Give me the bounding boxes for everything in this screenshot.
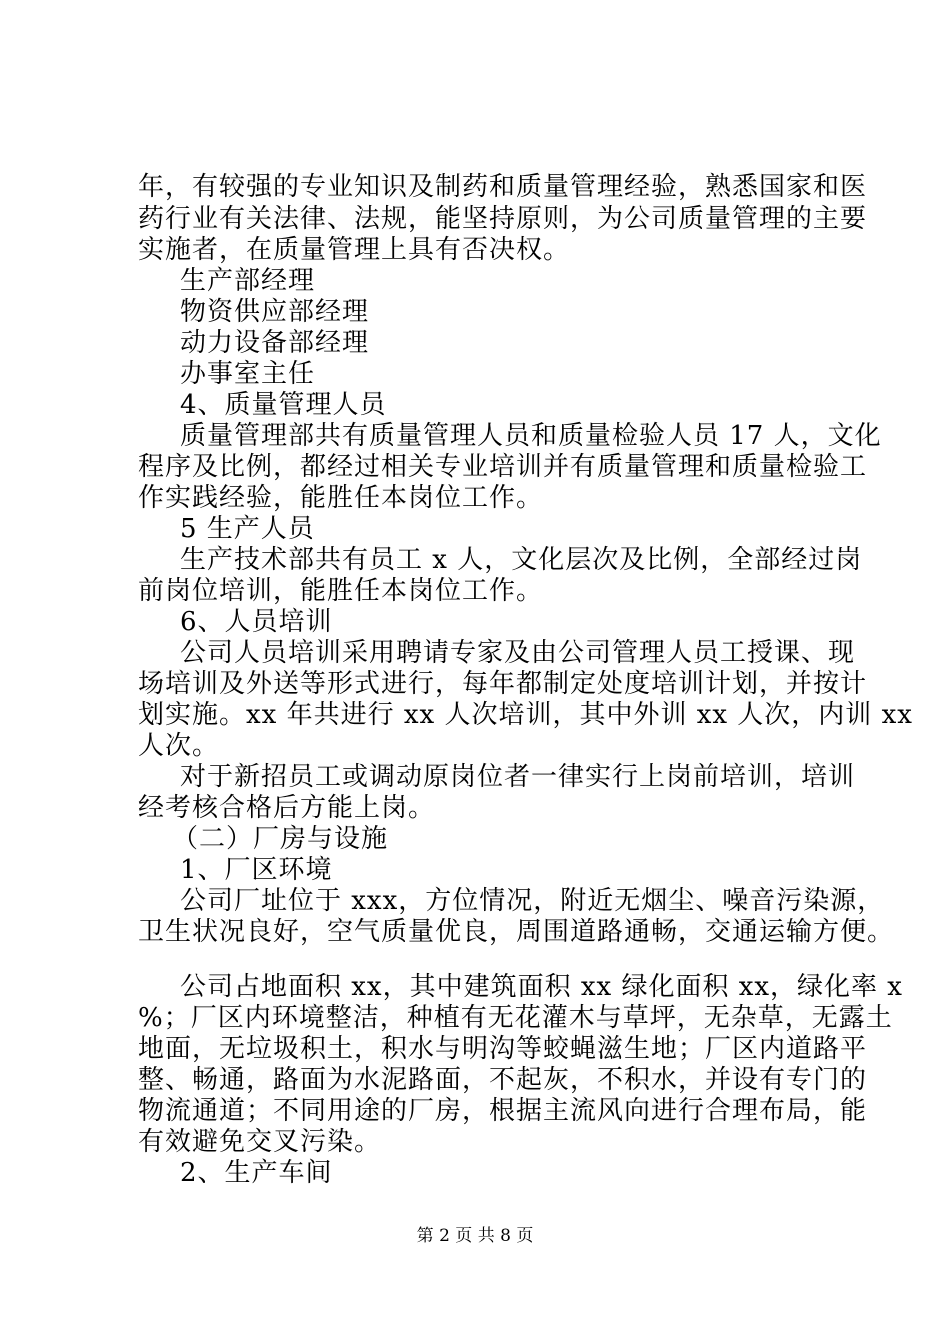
text-line: 作实践经验，能胜任本岗位工作。 [138,483,544,513]
text-line: 有效避免交叉污染。 [138,1127,382,1157]
text-line: 经考核合格后方能上岗。 [138,793,436,823]
text-line: 动力设备部经理 [180,328,370,358]
section-heading: （二）厂房与设施 [172,824,389,854]
text-line: 整、畅通，路面为水泥路面，不起灰，不积水，并设有专门的 [138,1065,868,1095]
text-line: 公司厂址位于 xxx，方位情况，附近无烟尘、噪音污染源， [180,886,885,916]
text-line: 公司人员培训采用聘请专家及由公司管理人员工授课、现 [180,638,856,668]
section-heading: 6、人员培训 [180,607,333,637]
text-line: 质量管理部共有质量管理人员和质量检验人员 17 人，文化 [180,421,882,451]
section-heading: 2、生产车间 [180,1158,333,1188]
text-line: 办事室主任 [180,359,316,389]
text-line: %；厂区内环境整洁，种植有无花灌木与草坪，无杂草，无露土 [138,1003,893,1033]
text-line: 人次。 [138,731,220,761]
text-line: 生产技术部共有员工 x 人，文化层次及比例，全部经过岗 [180,545,863,575]
text-line: 划实施。xx 年共进行 xx 人次培训，其中外训 xx 人次，内训 xx [138,700,913,730]
text-line: 物流通道；不同用途的厂房，根据主流风向进行合理布局，能 [138,1096,868,1126]
text-line: 卫生状况良好，空气质量优良，周围道路通畅，交通运输方便。 [138,917,895,947]
section-heading: 5 生产人员 [180,514,315,544]
section-heading: 4、质量管理人员 [180,390,387,420]
page-footer: 第 2 页 共 8 页 [416,1226,534,1246]
text-line: 对于新招员工或调动原岗位者一律实行上岗前培训，培训 [180,762,856,792]
text-line: 公司占地面积 xx，其中建筑面积 xx 绿化面积 xx，绿化率 x [180,972,903,1002]
section-heading: 1、厂区环境 [180,855,333,885]
text-line: 物资供应部经理 [180,297,370,327]
text-line: 药行业有关法律、法规，能坚持原则，为公司质量管理的主要 [138,204,868,234]
text-line: 前岗位培训，能胜任本岗位工作。 [138,576,544,606]
text-line: 场培训及外送等形式进行，每年都制定处度培训计划，并按计 [138,669,868,699]
text-line: 程序及比例，都经过相关专业培训并有质量管理和质量检验工 [138,452,868,482]
text-line: 年，有较强的专业知识及制药和质量管理经验，熟悉国家和医 [138,172,868,202]
text-line: 地面，无垃圾积土，积水与明沟等蛟蝇滋生地；厂区内道路平 [138,1034,868,1064]
text-line: 生产部经理 [180,266,316,296]
text-line: 实施者，在质量管理上具有否决权。 [138,235,571,265]
